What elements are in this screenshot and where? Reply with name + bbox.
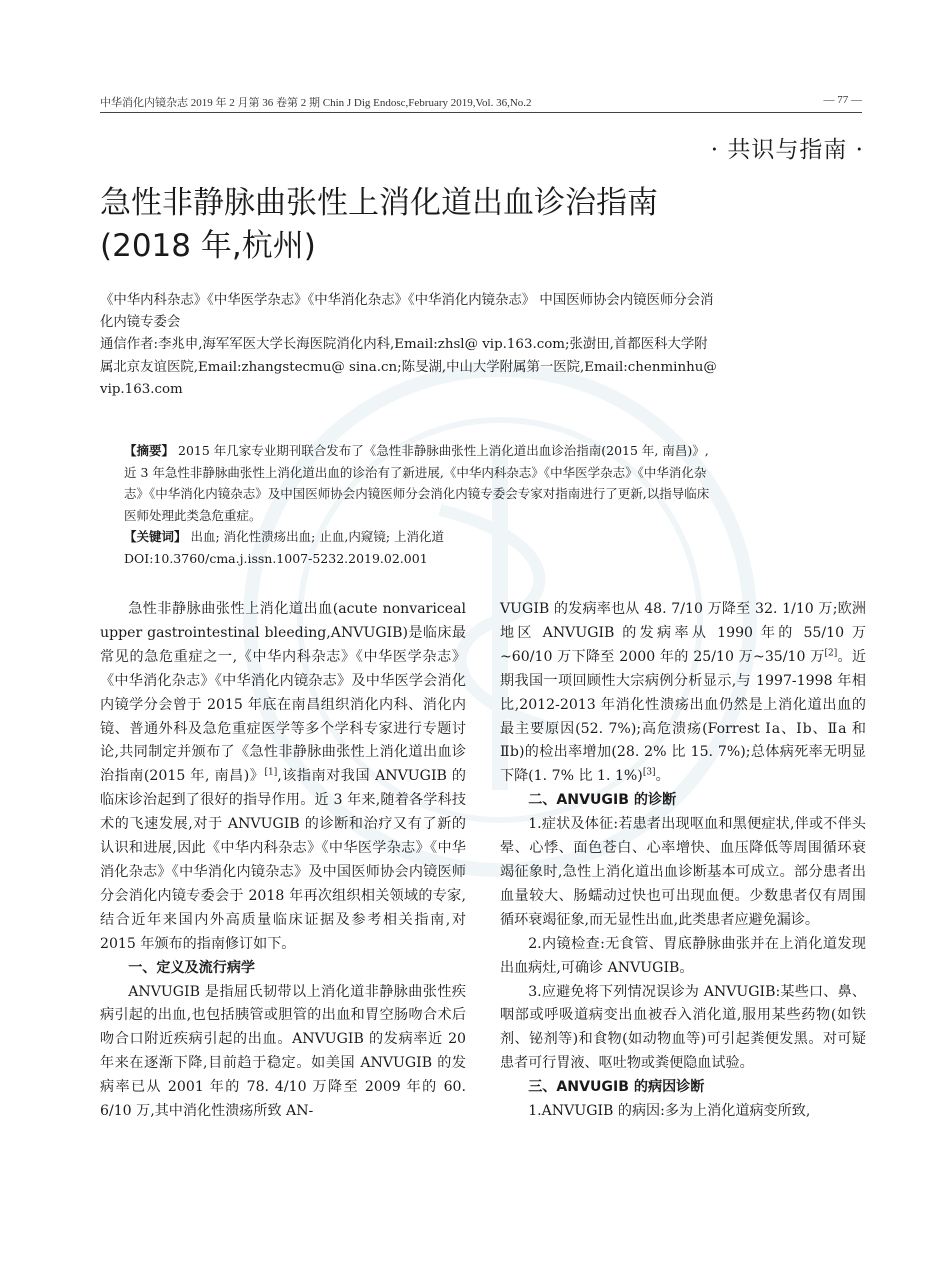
definition-paragraph: ANVUGIB 是指屈氏韧带以上消化道非静脉曲张性疾病引起的出血,也包括胰管或胆管的出血和胃空肠吻合术后吻合口附近疾病引起的出血。ANVUGIB 的发病率近 20 年来在逐渐下降,目前趋于稳定。如美国 ANVUGIB 的发病率已从 2001 年的 78. 4/10 万降至 2009 年的 60. 6/10 万,其中消化性溃疡所致 AN- bbox=[100, 983, 466, 1120]
epidemiology-continued bbox=[500, 598, 866, 789]
body-column-left bbox=[100, 598, 466, 1124]
diagnosis-item-3: 3.应避免将下列情况误诊为 ANVUGIB:某些口、鼻、咽部或呼吸道病变出血被吞入消化道,服用某些药物(如铁剂、铋剂等)和食物(如动物血等)可引起粪便发黑。对可疑患者可行胃液、呕吐物或粪便隐血试验。 bbox=[500, 983, 866, 1072]
abstract-paragraph bbox=[124, 440, 720, 526]
heading-definition: 一、定义及流行病学 bbox=[128, 959, 256, 976]
page-number: — 77 — bbox=[823, 94, 862, 106]
abstract-text: 2015 年几家专业期刊联合发布了《急性非静脉曲张性上消化道出血诊治指南(2015 年, 南昌)》,近 3 年急性非静脉曲张性上消化道出血的诊治有了新进展,《中华内科杂志》《中华医学杂志》《中华消化杂志》《中华消化内镜杂志》及中国医师协会内镜医师分会消化内镜专委会专家对指南进行了更新,以指导临床医师处理此类急危重症。 bbox=[124, 443, 710, 523]
epi-text-b: 。近期我国一项回顾性大宗病例分析显示,与 1997-1998 年相比,2012-2013 年消化性溃疡出血仍然是上消化道出血的最主要原因(52. 7%);高危溃疡(Forrest Ⅰa、Ⅰb、Ⅱa 和Ⅱb)的检出率增加(28. 2% 比 15. 7%);总体病死率无明显下降(1. 7% 比 1. 1%) bbox=[500, 648, 866, 785]
etiology-item-1: 1.ANVUGIB 的病因:多为上消化道病变所致, bbox=[528, 1103, 811, 1120]
diagnosis-item-2: 2.内镜检查:无食管、胃底静脉曲张并在上消化道发现出血病灶,可确诊 ANVUGIB。 bbox=[500, 935, 866, 976]
citation-ref-2[interactable]: [2] bbox=[824, 648, 838, 659]
epi-text-c: 。 bbox=[655, 768, 670, 785]
keywords-label: 【关键词】 bbox=[124, 529, 187, 544]
author-groups: 《中华内科杂志》《中华医学杂志》《中华消化杂志》《中华消化内镜杂志》 中国医师协会内镜医师分会消化内镜专委会 bbox=[100, 293, 714, 331]
author-block bbox=[100, 290, 720, 401]
abstract-block bbox=[124, 440, 720, 569]
running-head bbox=[100, 94, 862, 110]
header-rule bbox=[100, 112, 862, 113]
citation-ref-3[interactable]: [3] bbox=[642, 767, 656, 778]
journal-citation-line: 中华消化内镜杂志 2019 年 2 月第 36 卷第 2 期 Chin J Dig Endosc,February 2019,Vol. 36,No.2 bbox=[100, 97, 532, 109]
heading-diagnosis: 二、ANVUGIB 的诊断 bbox=[528, 792, 677, 809]
keywords-paragraph bbox=[124, 526, 720, 548]
intro-text-a: 急性非静脉曲张性上消化道出血(acute nonvariceal upper gastrointestinal bleeding,ANVUGIB)是临床最常见的急危重症之一,《中华内科杂志》《中华医学杂志》《中华消化杂志》《中华消化内镜杂志》及中华医学会消化内镜学分会曾于 2015 年底在南昌组织消化内科、消化内镜、普通外科及急危重症医学等多个学科专家进行专题讨论,共同制定并颁布了《急性非静脉曲张性上消化道出血诊治指南(2015 年, 南昌)》 bbox=[100, 601, 466, 785]
heading-etiology: 三、ANVUGIB 的病因诊断 bbox=[528, 1079, 705, 1096]
title-line-1: 急性非静脉曲张性上消化道出血诊治指南 bbox=[100, 185, 658, 221]
epi-text-a: VUGIB 的发病率也从 48. 7/10 万降至 32. 1/10 万;欧洲地区 ANVUGIB 的发病率从 1990 年的 55/10 万~60/10 万下降至 2000 年的 25/10 万~35/10 万 bbox=[500, 601, 866, 665]
body-column-right bbox=[500, 598, 866, 1124]
section-tag: · 共识与指南 · bbox=[710, 137, 864, 163]
intro-text-b: ,该指南对我国 ANVUGIB 的临床诊治起到了很好的指导作用。近 3 年来,随着各学科技术的飞速发展,对于 ANVUGIB 的诊断和治疗又有了新的认识和进展,因此《中华内科杂志》《中华医学杂志》《中华消化杂志》《中华消化内镜杂志》及中国医师协会内镜医师分会消化内镜专委会于 2018 年再次组织相关领域的专家,结合近年来国内外高质量临床证据及参考相关指南,对 2015 年颁布的指南修订如下。 bbox=[100, 768, 466, 952]
article-title bbox=[100, 182, 860, 268]
diagnosis-item-1: 1.症状及体征:若患者出现呕血和黑便症状,伴或不伴头晕、心悸、面色苍白、心率增快、血压降低等周围循环衰竭征象时,急性上消化道出血诊断基本可成立。部分患者出血量较大、肠蠕动过快也可出现血便。少数患者仅有周围循环衰竭征象,而无显性出血,此类患者应避免漏诊。 bbox=[500, 816, 866, 928]
doi: DOI:10.3760/cma.j.issn.1007-5232.2019.02.001 bbox=[124, 550, 428, 566]
title-line-2: (2018 年,杭州) bbox=[100, 228, 316, 264]
keywords-text: 出血; 消化性溃疡出血; 止血,内窥镜; 上消化道 bbox=[186, 529, 445, 544]
correspondence: 通信作者:李兆申,海军军医大学长海医院消化内科,Email:zhsl@ vip.163.com;张澍田,首都医科大学附属北京友谊医院,Email:zhangstecmu@ sina.cn;陈旻湖,中山大学附属第一医院,Email:chenminhu@ vip.163.com bbox=[100, 337, 717, 397]
abstract-label: 【摘要】 bbox=[124, 443, 175, 458]
citation-ref-1[interactable]: [1] bbox=[264, 767, 278, 778]
intro-paragraph bbox=[100, 598, 466, 957]
